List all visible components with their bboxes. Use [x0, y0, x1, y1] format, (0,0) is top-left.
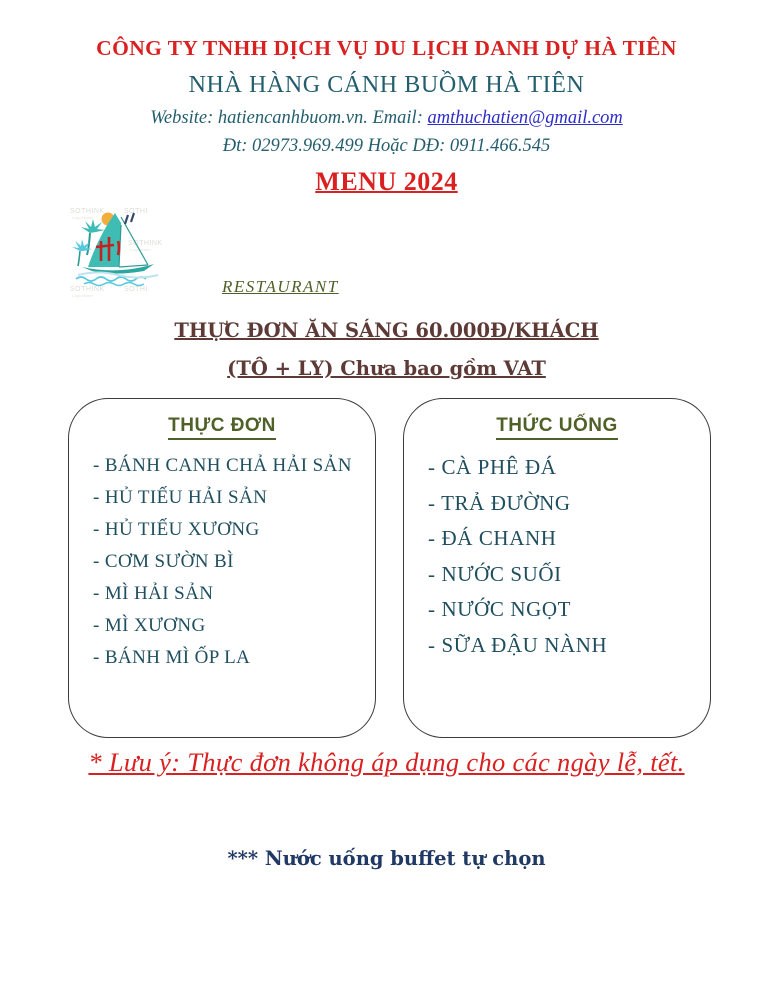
food-card	[68, 398, 376, 738]
holiday-note: * Lưu ý: Thực đơn không áp dụng cho các ngày lễ, tết.	[88, 747, 685, 777]
logo-caption: RESTAURANT	[222, 277, 339, 296]
list-item: - NƯỚC NGỌT	[428, 597, 572, 621]
svg-text:SOTHINK: SOTHINK	[70, 286, 105, 293]
list-item: - CƠM SƯỜN BÌ	[93, 551, 234, 572]
menu-title: MENU 2024	[315, 167, 458, 196]
drinks-card	[403, 398, 711, 738]
sailboat-logo-icon	[68, 203, 170, 299]
breakfast-heading: THỰC ĐƠN ĂN SÁNG 60.000Đ/KHÁCH	[174, 319, 599, 342]
svg-text:Logo Maker: Logo Maker	[72, 293, 94, 298]
svg-text:SOTHI: SOTHI	[124, 286, 148, 293]
buffet-footer: *** Nước uống buffet tự chọn	[227, 847, 546, 870]
svg-text:SOTHI: SOTHI	[124, 208, 148, 215]
svg-text:SOTHINK: SOTHINK	[128, 240, 163, 247]
food-card-header: THỰC ĐƠN	[69, 415, 375, 440]
drinks-list	[404, 450, 710, 663]
company-title: CÔNG TY TNHH DỊCH VỤ DU LỊCH DANH DỰ HÀ TIÊN	[96, 36, 677, 60]
list-item: - NƯỚC SUỐI	[428, 561, 562, 586]
restaurant-title: NHÀ HÀNG CÁNH BUỒM HÀ TIÊN	[188, 72, 585, 98]
website-text: Website: hatiencanhbuom.vn. Email:	[150, 108, 428, 128]
list-item: - BÁNH CANH CHẢ HẢI SẢN	[93, 455, 352, 476]
svg-text:SOTHINK: SOTHINK	[70, 208, 105, 215]
list-item: - MÌ HẢI SẢN	[93, 583, 214, 604]
drinks-card-header: THỨC UỐNG	[404, 415, 710, 440]
list-item: - CÀ PHÊ ĐÁ	[428, 455, 557, 479]
food-list	[69, 450, 375, 674]
svg-text:Logo Maker: Logo Maker	[130, 247, 152, 252]
email-link[interactable]: amthuchatien@gmail.com	[427, 108, 623, 128]
list-item: - HỦ TIẾU HẢI SẢN	[93, 487, 268, 508]
list-item: - BÁNH MÌ ỐP LA	[93, 647, 251, 668]
contact-line	[0, 108, 773, 129]
logo-row	[68, 201, 773, 299]
restaurant-logo	[68, 203, 170, 299]
svg-text:Logo Maker: Logo Maker	[72, 215, 94, 220]
list-item: - MÌ XƯƠNG	[93, 615, 206, 636]
phone-line: Đt: 02973.969.499 Hoặc DĐ: 0911.466.545	[222, 136, 551, 156]
list-item: - HỦ TIẾU XƯƠNG	[93, 519, 260, 540]
vat-subheading: (TÔ + LY) Chưa bao gồm VAT	[227, 357, 546, 380]
list-item: - ĐÁ CHANH	[428, 526, 557, 550]
list-item: - SỮA ĐẬU NÀNH	[428, 632, 608, 657]
menu-boxes	[68, 398, 711, 738]
list-item: - TRẢ ĐƯỜNG	[428, 490, 571, 515]
